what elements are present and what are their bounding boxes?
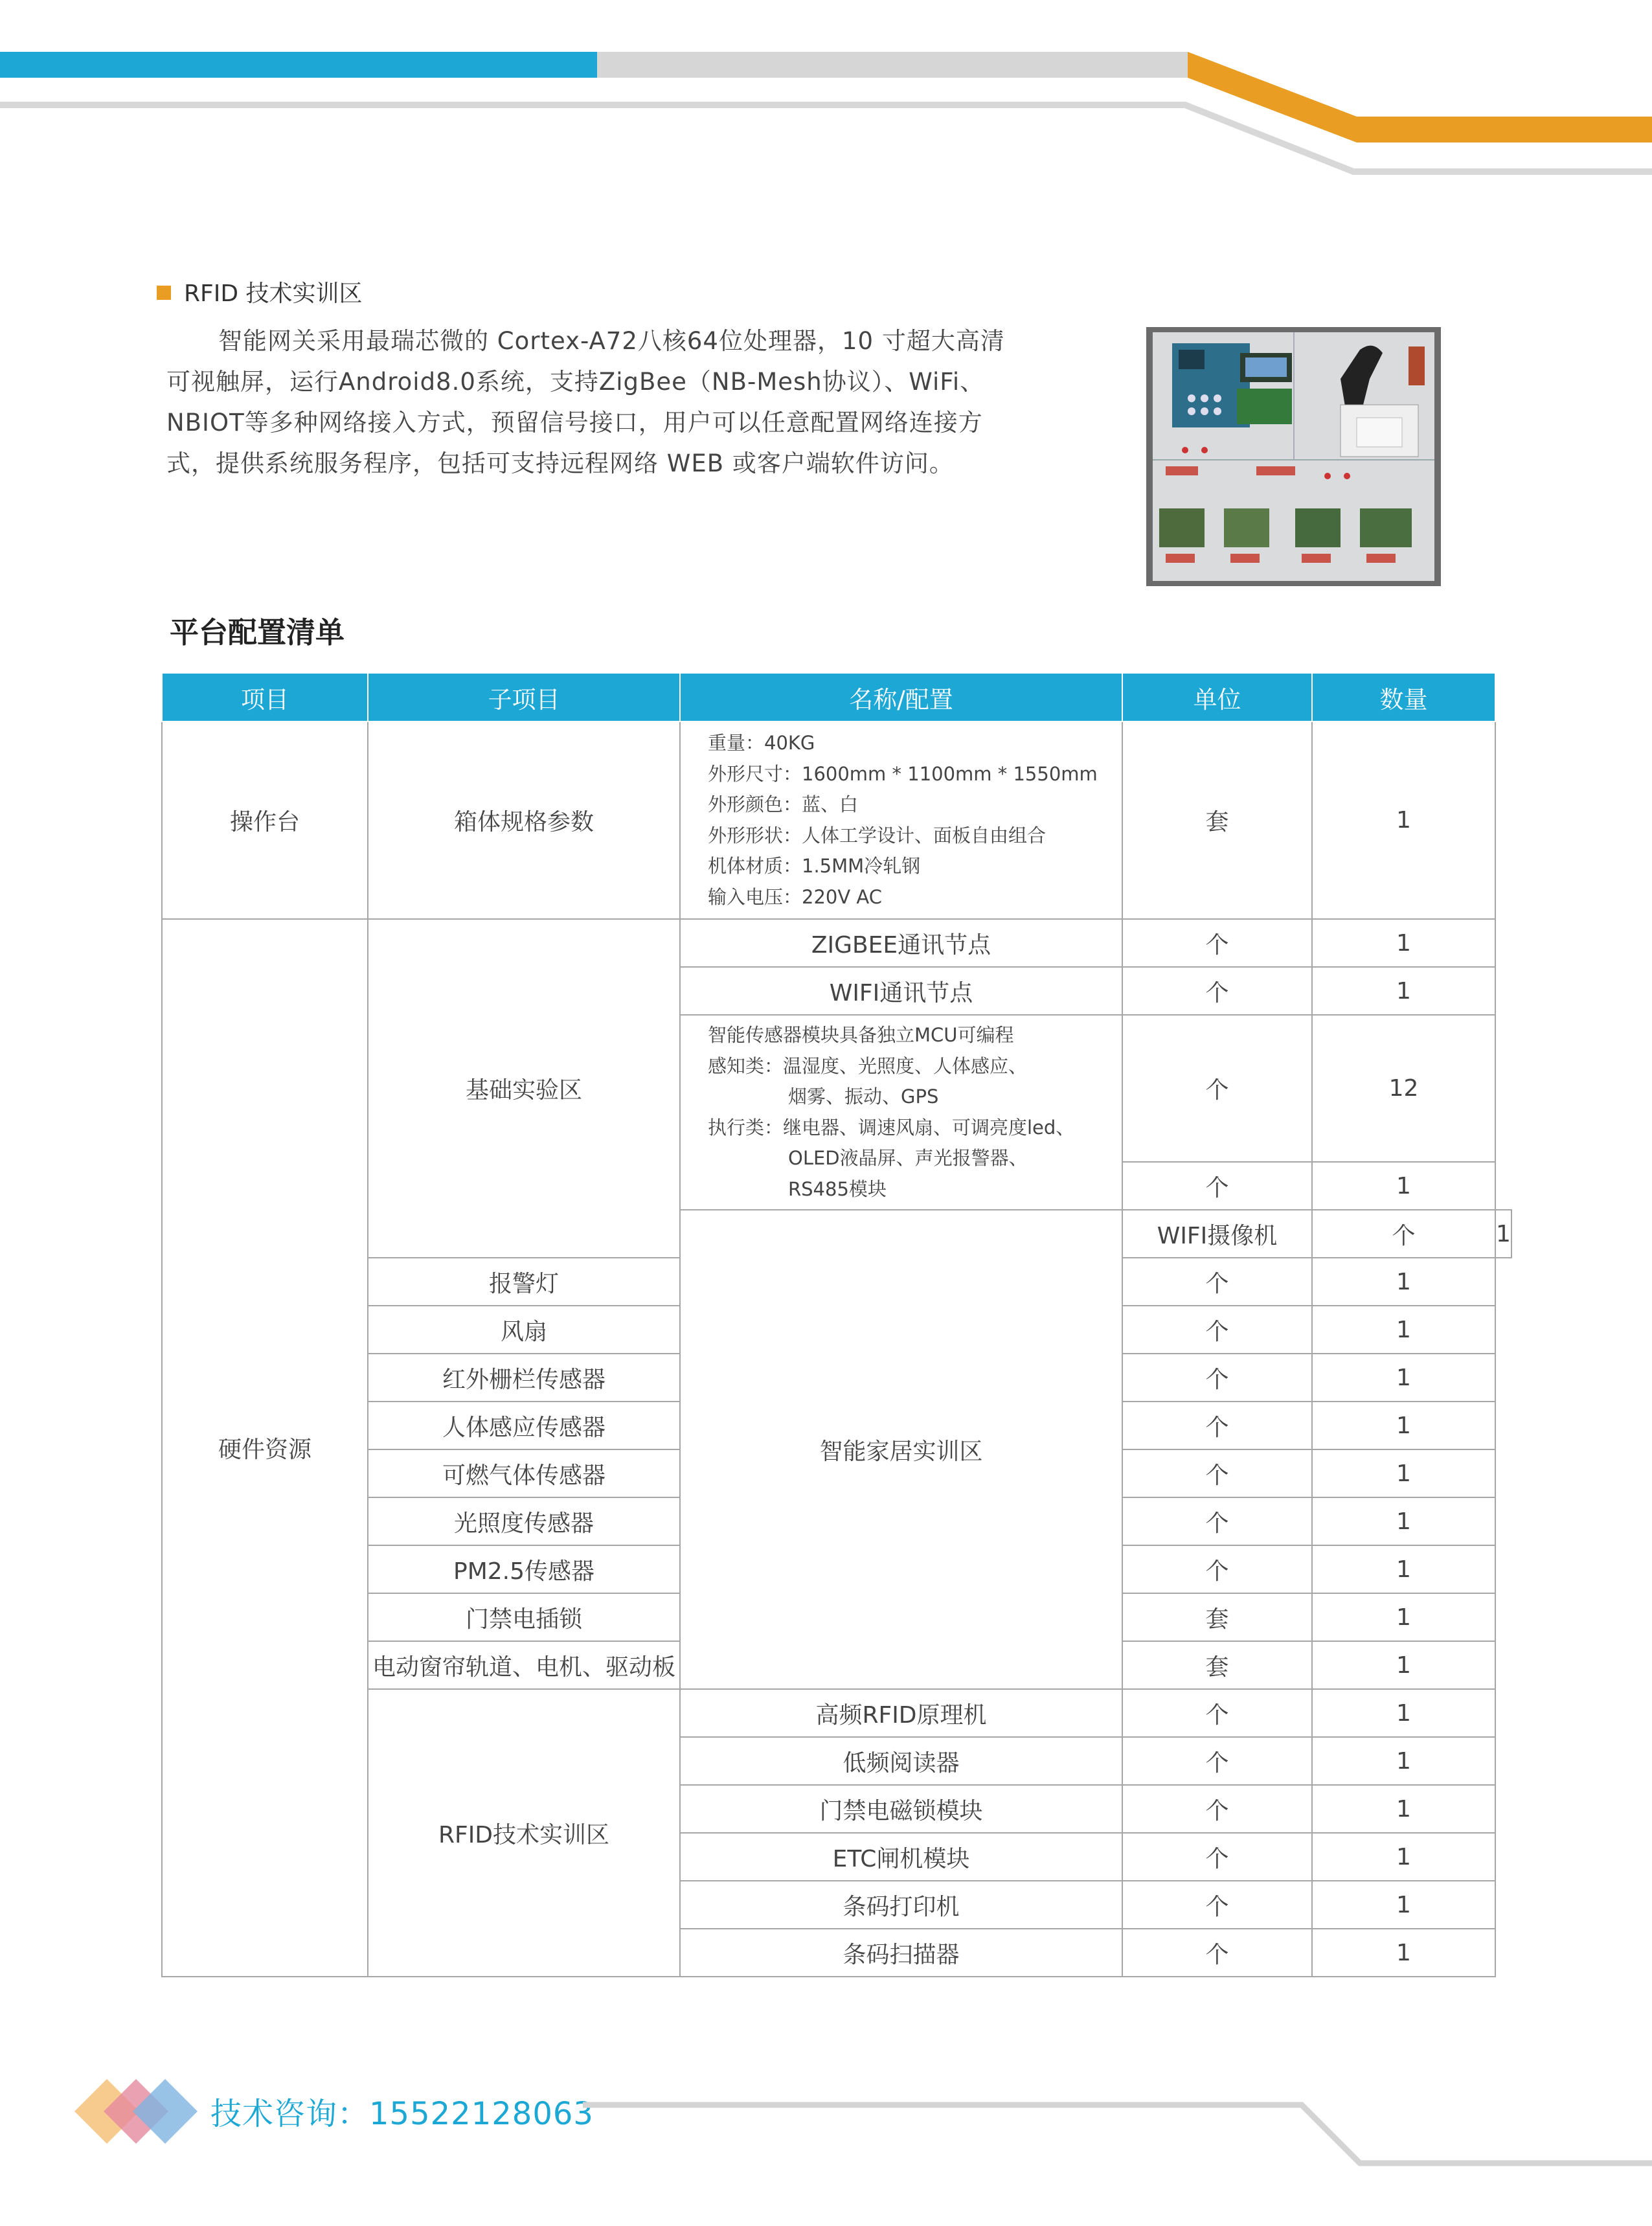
qty-cell: 1 (1312, 721, 1495, 919)
item-cell: 操作台 (162, 721, 368, 919)
config-line: 外形颜色：蓝、白 (708, 793, 859, 815)
unit-cell: 个 (1122, 1306, 1312, 1354)
contact-text: 技术咨询：15522128063 (210, 2096, 594, 2132)
unit-cell: 个 (1312, 1210, 1495, 1258)
qty-cell: 1 (1312, 1689, 1495, 1737)
unit-cell: 个 (1122, 1402, 1312, 1449)
qty-cell: 1 (1495, 1210, 1511, 1258)
unit-cell: 套 (1122, 1593, 1312, 1641)
config-cell (680, 721, 1122, 919)
qty-cell: 1 (1312, 1929, 1495, 1977)
table-row (162, 919, 1511, 967)
config-line: 外形形状：人体工学设计、面板自由组合 (708, 824, 1047, 846)
qty-cell: 1 (1312, 1833, 1495, 1881)
unit-cell: 套 (1122, 721, 1312, 919)
name-cell: 可燃气体传感器 (368, 1449, 680, 1497)
unit-cell: 个 (1122, 1833, 1312, 1881)
sensor-config-cell (680, 1015, 1122, 1210)
header-item: 项目 (162, 674, 368, 721)
qty-cell: 1 (1312, 1545, 1495, 1593)
intro-paragraph (166, 321, 1086, 484)
qty-cell: 1 (1312, 919, 1495, 967)
qty-cell: 1 (1312, 1497, 1495, 1545)
section-heading (157, 275, 363, 308)
unit-cell: 个 (1122, 919, 1312, 967)
name-cell: 条码扫描器 (680, 1929, 1122, 1977)
unit-cell: 个 (1122, 1258, 1312, 1306)
unit-cell: 个 (1122, 1545, 1312, 1593)
name-cell: 高频RFID原理机 (680, 1689, 1122, 1737)
name-cell: 光照度传感器 (368, 1497, 680, 1545)
subitem-cell: RFID技术实训区 (368, 1689, 680, 1977)
header-name-config: 名称/配置 (680, 674, 1122, 721)
name-cell: 条码打印机 (680, 1881, 1122, 1929)
name-cell: 电动窗帘轨道、电机、驱动板 (368, 1641, 680, 1689)
table-row (162, 721, 1511, 919)
intro-line: 式，提供系统服务程序，包括可支持远程网络 WEB 或客户端软件访问。 (166, 449, 954, 477)
name-cell: WIFI通讯节点 (680, 967, 1122, 1015)
config-line: 重量：40KG (708, 732, 815, 754)
qty-cell: 1 (1312, 967, 1495, 1015)
config-line: RS485模块 (788, 1177, 887, 1200)
name-cell: 门禁电磁锁模块 (680, 1785, 1122, 1833)
config-line: 输入电压：220V AC (708, 885, 882, 908)
qty-cell: 1 (1312, 1402, 1495, 1449)
unit-cell: 套 (1122, 1641, 1312, 1689)
name-cell: 红外栅栏传感器 (368, 1354, 680, 1402)
name-cell: 风扇 (368, 1306, 680, 1354)
unit-cell: 个 (1122, 1497, 1312, 1545)
config-line: 感知类：温湿度、光照度、人体感应、 (708, 1054, 1028, 1077)
unit-cell: 个 (1122, 1354, 1312, 1402)
name-cell: PM2.5传感器 (368, 1545, 680, 1593)
qty-cell: 1 (1312, 1737, 1495, 1785)
qty-cell: 1 (1312, 1306, 1495, 1354)
subitem-cell: 基础实验区 (368, 919, 680, 1258)
name-cell: 人体感应传感器 (368, 1402, 680, 1449)
unit-cell: 个 (1122, 1881, 1312, 1929)
intro-line: NBIOT等多种网络接入方式，预留信号接口，用户可以任意配置网络连接方 (166, 409, 983, 437)
square-bullet-icon (157, 286, 171, 300)
header-unit: 单位 (1122, 674, 1312, 721)
config-line: 机体材质：1.5MM冷轧钢 (708, 855, 921, 877)
config-line: 执行类：继电器、调速风扇、可调亮度led、 (708, 1116, 1075, 1139)
qty-cell: 1 (1312, 1354, 1495, 1402)
header-orange-stripe (0, 0, 1652, 188)
item-cell: 硬件资源 (162, 919, 368, 1977)
unit-cell: 个 (1122, 967, 1312, 1015)
qty-cell: 1 (1312, 1785, 1495, 1833)
name-cell: 门禁电插锁 (368, 1593, 680, 1641)
section-heading-text: RFID 技术实训区 (184, 280, 363, 307)
footer-line (0, 2092, 1652, 2226)
unit-cell: 个 (1122, 1689, 1312, 1737)
unit-cell: 个 (1122, 1162, 1312, 1210)
name-cell: ZIGBEE通讯节点 (680, 919, 1122, 967)
qty-cell: 1 (1312, 1641, 1495, 1689)
unit-cell: 个 (1122, 1785, 1312, 1833)
config-line: OLED液晶屏、声光报警器、 (788, 1147, 1028, 1169)
qty-cell: 1 (1312, 1162, 1495, 1210)
name-cell: WIFI摄像机 (1122, 1210, 1312, 1258)
qty-cell: 1 (1312, 1593, 1495, 1641)
unit-cell: 个 (1122, 1929, 1312, 1977)
config-table (161, 674, 1512, 1977)
config-line: 外形尺寸：1600mm * 1100mm * 1550mm (708, 762, 1098, 785)
qty-cell: 1 (1312, 1258, 1495, 1306)
config-line: 烟雾、振动、GPS (788, 1085, 939, 1107)
intro-line: 智能网关采用最瑞芯微的 Cortex-A72八核64位处理器，10 寸超大高清 (218, 327, 1005, 355)
header-qty: 数量 (1312, 674, 1495, 721)
name-cell: ETC闸机模块 (680, 1833, 1122, 1881)
name-cell: 低频阅读器 (680, 1737, 1122, 1785)
subitem-cell: 智能家居实训区 (680, 1210, 1122, 1689)
rfid-training-board-photo (1146, 327, 1441, 586)
qty-cell: 1 (1312, 1449, 1495, 1497)
qty-cell: 12 (1312, 1015, 1495, 1162)
unit-cell: 个 (1122, 1737, 1312, 1785)
name-cell: 报警灯 (368, 1258, 680, 1306)
unit-cell: 个 (1122, 1015, 1312, 1162)
list-title: 平台配置清单 (170, 615, 345, 650)
qty-cell: 1 (1312, 1881, 1495, 1929)
subitem-cell: 箱体规格参数 (368, 721, 680, 919)
intro-line: 可视触屏，运行Android8.0系统，支持ZigBee（NB-Mesh协议）、WiFi、 (166, 368, 985, 396)
unit-cell: 个 (1122, 1449, 1312, 1497)
header-subitem: 子项目 (368, 674, 680, 721)
config-line: 智能传感器模块具备独立MCU可编程 (708, 1024, 1014, 1046)
table-header-row (162, 674, 1511, 721)
